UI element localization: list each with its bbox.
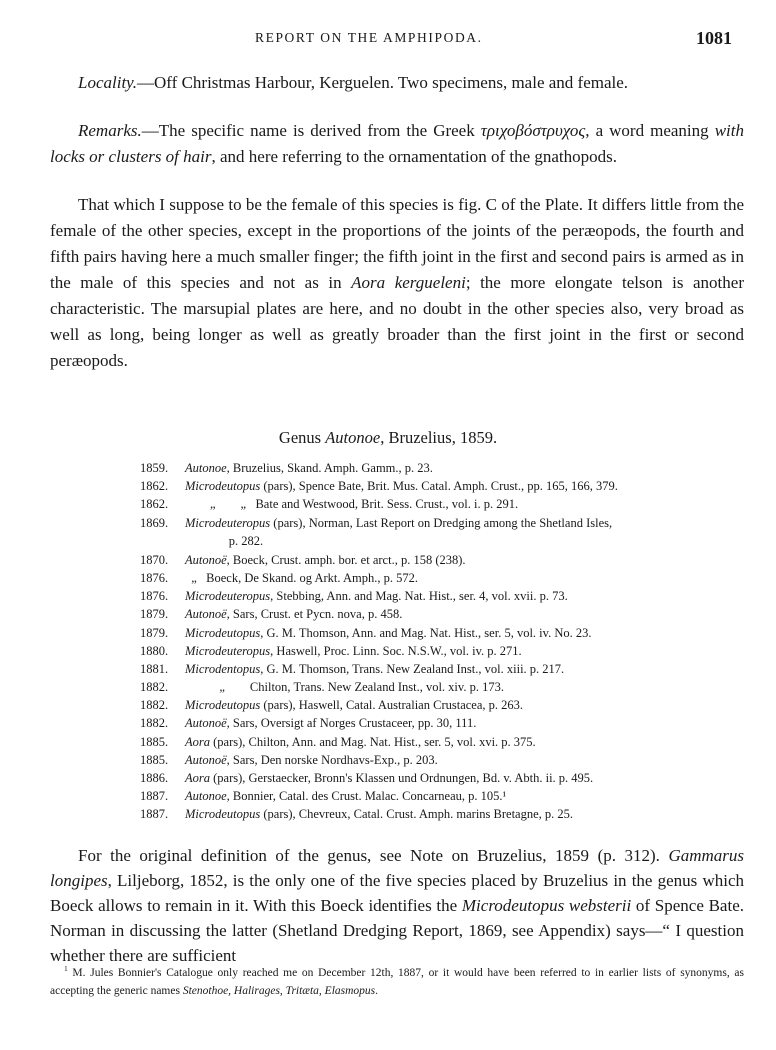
synonymy-text bbox=[185, 569, 760, 587]
species-name: Aora kergueleni bbox=[351, 273, 466, 292]
synonymy-entry bbox=[140, 605, 760, 623]
taxon-name: Autonoe bbox=[185, 461, 227, 475]
synonymy-year: 1869. bbox=[140, 515, 169, 530]
taxon-name: Microdeutopus bbox=[185, 625, 261, 640]
genus-suffix: , Bruzelius, 1859. bbox=[380, 428, 498, 447]
synonymy-entry bbox=[140, 642, 760, 660]
synonymy-year: 1886. bbox=[140, 771, 169, 785]
female-text: ; the more elongate telson is another characteristic. The marsupial plates are here, and no doubt in the other species also, very broad as well as long, being longer as well as greatly broader than the first joint in the first or second peræopods. bbox=[50, 273, 744, 370]
synonymy-entry bbox=[140, 459, 760, 477]
citation: „ Chilton, Trans. New Zealand Inst., vol. xiv. p. 173. bbox=[185, 680, 504, 695]
synonymy-year: 1882. bbox=[140, 698, 169, 713]
synonymy-text bbox=[185, 751, 760, 769]
citation: , Sars, Crust. et Pycn. nova, p. 458. bbox=[226, 607, 403, 622]
synonymy-entry bbox=[140, 495, 760, 513]
synonymy-text bbox=[185, 805, 760, 823]
synonymy-year: 1885. bbox=[140, 752, 169, 767]
citation: , Sars, Den norske Nordhavs-Exp., p. 203. bbox=[226, 752, 438, 767]
remarks-text: , and here referring to the ornamentation of the gnathopods. bbox=[211, 147, 618, 166]
citation: „ Boeck, De Skand. og Arkt. Amph., p. 572. bbox=[185, 570, 418, 585]
taxon-name: Autonoë bbox=[185, 716, 227, 731]
footnote bbox=[50, 960, 744, 1000]
taxon-name: Microdeutopus bbox=[185, 479, 261, 494]
synonymy-year: 1881. bbox=[140, 661, 169, 676]
synonymy-year: 1876. bbox=[140, 589, 169, 604]
body-text: of Spence Bate. Norman in discussing the latter (Shetland Dredging Report, 1869, see Appendix) says—“ I question whether there are sufficient bbox=[50, 896, 744, 965]
citation: „ „ Bate and Westwood, Brit. Sess. Crust., vol. i. p. 291. bbox=[185, 497, 519, 512]
synonymy-text bbox=[185, 787, 760, 805]
taxon-name: Microdeuteropus bbox=[185, 515, 271, 530]
synonymy-text bbox=[185, 733, 760, 751]
synonymy-year: 1880. bbox=[140, 643, 169, 658]
generic-names: Stenothoe, Halirages, Tritæta, Elasmopus bbox=[182, 984, 376, 997]
synonymy-year: 1876. bbox=[140, 570, 169, 585]
citation: (pars), Spence Bate, Brit. Mus. Catal. Amph. Crust., pp. 165, 166, 379. bbox=[260, 479, 618, 494]
citation: , Bruzelius, Skand. Amph. Gamm., p. 23. bbox=[226, 461, 433, 475]
synonymy-list bbox=[140, 459, 760, 824]
original-definition-paragraph bbox=[50, 843, 744, 968]
synonymy-entry bbox=[140, 805, 760, 823]
synonymy-text bbox=[185, 587, 760, 605]
citation: , G. M. Thomson, Ann. and Mag. Nat. Hist., ser. 5, vol. iv. No. 23. bbox=[260, 625, 592, 640]
synonymy-year: 1879. bbox=[140, 607, 169, 622]
taxon-name: Aora bbox=[185, 771, 210, 785]
synonymy-entry bbox=[140, 660, 760, 678]
page-header bbox=[0, 28, 776, 52]
page-number: 1081 bbox=[696, 28, 732, 48]
taxon-name: Autonoë bbox=[185, 552, 227, 567]
greek-word: τριχοβόστρυχος bbox=[480, 121, 586, 140]
synonymy-entry bbox=[140, 733, 760, 751]
synonymy-text bbox=[185, 477, 760, 495]
taxon-name: Microdentopus bbox=[185, 661, 261, 676]
synonymy-entry bbox=[140, 696, 760, 714]
synonymy-text bbox=[185, 495, 760, 513]
taxon-name: Microdeuteropus bbox=[185, 589, 271, 604]
synonymy-text bbox=[185, 642, 760, 660]
remarks-text: —The specific name is derived from the Greek bbox=[141, 121, 481, 140]
remarks-paragraph bbox=[50, 118, 744, 170]
citation: , Sars, Oversigt af Norges Crustaceer, pp. 30, 111. bbox=[226, 716, 477, 731]
genus-name: Autonoe bbox=[325, 428, 381, 447]
synonymy-year bbox=[140, 532, 185, 551]
synonymy-text bbox=[185, 678, 760, 696]
taxon-name: Autonoe bbox=[185, 789, 227, 804]
citation: , Haswell, Proc. Linn. Soc. N.S.W., vol. iv. p. 271. bbox=[270, 643, 522, 658]
synonymy-year: 1859. bbox=[140, 461, 169, 475]
female-text: That which I suppose to be the female of this species is fig. C of the Plate. It differs little from the female of the other species, except in the proportions of the joints of the peræopods, the fourth and fifth pairs having here a much smaller finger; the fifth joint in the first and second pairs is armed as in the male of this species and not as in bbox=[50, 195, 744, 292]
body-text: , Liljeborg, 1852, is the only one of the five species placed by Bruzelius in the genus which Boeck allows to remain in it. With this Boeck identifies the bbox=[50, 871, 744, 915]
running-title: REPORT ON THE AMPHIPODA. bbox=[255, 30, 483, 45]
synonymy-text bbox=[185, 459, 760, 477]
synonymy-year: 1879. bbox=[140, 625, 169, 640]
synonymy-text bbox=[185, 714, 760, 732]
synonymy-year: 1887. bbox=[140, 807, 169, 822]
genus-prefix: Genus bbox=[278, 428, 326, 447]
locality-paragraph bbox=[78, 70, 744, 96]
synonymy-text bbox=[185, 514, 760, 532]
species-name: Gammarus longipes bbox=[50, 846, 744, 890]
genus-heading bbox=[0, 428, 776, 448]
synonymy-year: 1885. bbox=[140, 734, 169, 749]
synonymy-entry bbox=[140, 751, 760, 769]
citation: (pars), Chilton, Ann. and Mag. Nat. Hist., ser. 5, vol. xvi. p. 375. bbox=[210, 734, 536, 749]
citation: (pars), Norman, Last Report on Dredging among the Shetland Isles, bbox=[270, 515, 613, 530]
synonymy-entry bbox=[140, 551, 760, 569]
remarks-label: Remarks. bbox=[78, 121, 142, 140]
synonymy-entry bbox=[140, 569, 760, 587]
citation: , Bonnier, Catal. des Crust. Malac. Concarneau, p. 105.¹ bbox=[226, 789, 507, 804]
synonymy-entry bbox=[140, 678, 760, 696]
synonymy-entry bbox=[140, 714, 760, 732]
locality-text: —Off Christmas Harbour, Kerguelen. Two specimens, male and female. bbox=[137, 73, 629, 92]
citation: , G. M. Thomson, Trans. New Zealand Inst., vol. xiii. p. 217. bbox=[260, 661, 565, 676]
taxon-name: Aora bbox=[185, 734, 210, 749]
taxon-name: Autonoë bbox=[185, 752, 227, 767]
citation: , Boeck, Crust. amph. bor. et arct., p. 158 (238). bbox=[226, 552, 466, 567]
synonymy-entry bbox=[140, 624, 760, 642]
remarks-text: , a word meaning bbox=[585, 121, 715, 140]
taxon-name: Microdeutopus bbox=[185, 807, 261, 822]
synonymy-year: 1870. bbox=[140, 552, 169, 567]
synonymy-entry bbox=[140, 787, 760, 805]
citation: (pars), Haswell, Catal. Australian Crustacea, p. 263. bbox=[260, 698, 524, 713]
citation: p. 282. bbox=[185, 533, 264, 548]
taxon-name: Microdeuteropus bbox=[185, 643, 271, 658]
citation: , Stebbing, Ann. and Mag. Nat. Hist., ser. 4, vol. xvii. p. 73. bbox=[270, 589, 568, 604]
footnote-mark: 1 bbox=[64, 964, 68, 973]
footnote-text: M. Jules Bonnier's Catalogue only reached me on December 12th, 1887, or it would have been referred to in earlier lists of synonyms, as accepting the generic names bbox=[50, 966, 744, 997]
taxon-name: Autonoë bbox=[185, 607, 227, 622]
synonymy-text bbox=[185, 660, 760, 678]
synonymy-text bbox=[185, 624, 760, 642]
synonymy-year: 1882. bbox=[140, 680, 169, 695]
citation: (pars), Gerstaecker, Bronn's Klassen und Ordnungen, Bd. v. Abth. ii. p. 495. bbox=[210, 771, 594, 785]
synonymy-year: 1862. bbox=[140, 497, 169, 512]
footnote-text: . bbox=[375, 984, 379, 997]
locality-label: Locality. bbox=[78, 73, 138, 92]
synonymy-entry bbox=[140, 477, 760, 495]
synonymy-text bbox=[185, 605, 760, 623]
synonymy-year: 1887. bbox=[140, 789, 169, 804]
synonymy-entry bbox=[140, 587, 760, 605]
synonymy-entry bbox=[140, 769, 760, 787]
species-name: Microdeutopus websterii bbox=[461, 896, 632, 915]
synonymy-text bbox=[185, 551, 760, 569]
synonymy-year: 1862. bbox=[140, 479, 169, 494]
body-text: For the original definition of the genus, see Note on Bruzelius, 1859 (p. 312). bbox=[78, 846, 669, 865]
synonymy-text bbox=[185, 769, 760, 787]
synonymy-entry bbox=[140, 514, 760, 532]
synonymy-text bbox=[185, 532, 760, 551]
synonymy-entry-continuation bbox=[140, 532, 760, 551]
female-paragraph bbox=[50, 192, 744, 374]
taxon-name: Microdeutopus bbox=[185, 698, 261, 713]
synonymy-year: 1882. bbox=[140, 716, 169, 731]
synonymy-text bbox=[185, 696, 760, 714]
remarks-emphasis: with locks or clusters of hair bbox=[50, 121, 744, 166]
citation: (pars), Chevreux, Catal. Crust. Amph. marins Bretagne, p. 25. bbox=[260, 807, 574, 822]
